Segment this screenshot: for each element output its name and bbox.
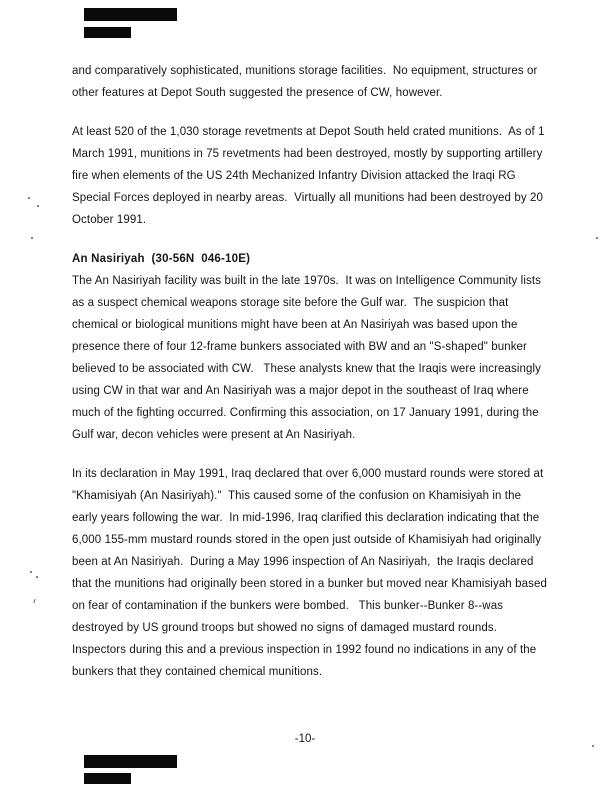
paragraph-depot-south-revetments: At least 520 of the 1,030 storage revetments at Depot South held crated munitions. As of 1 March 1991, munitions in 75 revetments had been destroyed, mostly by supporting artillery fire when elements of the US 24th Mechanized Infantry Division attacked the Iraqi RG Special Forces deployed in nearby areas. Virtually all munitions had been destroyed by 20 October 1991.: [72, 126, 548, 226]
page-number: -10-: [294, 733, 316, 745]
redaction-bar: [84, 27, 131, 38]
redaction-bar: [84, 773, 131, 784]
redaction-bar: [84, 755, 177, 768]
scan-artifact: [28, 197, 30, 199]
scan-artifact: [33, 599, 35, 603]
section-heading-an-nasiriyah: An Nasiriyah (30-56N 046-10E): [72, 253, 251, 265]
document-body: [72, 60, 551, 700]
scan-artifact: [31, 237, 33, 239]
redaction-bar: [84, 8, 177, 21]
paragraph-depot-south-summary: and comparatively sophisticated, munitions storage facilities. No equipment, structures or other features at Depot South suggested the presence of CW, however.: [72, 65, 541, 99]
scan-artifact: [592, 745, 594, 747]
paragraph-iraq-declaration: In its declaration in May 1991, Iraq declared that over 6,000 mustard rounds were stored at "Khamisiyah (An Nasiriyah)." This caused some of the confusion on Khamisiyah in the early years following the war. In mid-1996, Iraq clarified this declaration indicating that the 6,000 155-mm mustard rounds stored in the open just outside of Khamisiyah had originally been at An Nasiriyah. During a May 1996 inspection of An Nasiriyah, the Iraqis declared that the munitions had originally been stored in a bunker but moved near Khamisiyah based on fear of contamination if the bunkers were bombed. This bunker--Bunker 8--was destroyed by US ground troops but showed no signs of damaged mustard rounds. Inspectors during this and a previous inspection in 1992 found no indications in any of the bunkers that they contained chemical munitions.: [72, 468, 551, 678]
scan-artifact: [36, 576, 38, 578]
paragraph-an-nasiriyah-history: The An Nasiriyah facility was built in the late 1970s. It was on Intelligence Community lists as a suspect chemical weapons storage site before the Gulf war. The suspicion that chemical or biological munitions might have been at An Nasiriyah was based upon the presence there of four 12-frame bunkers associated with BW and an "S-shaped" bunker believed to be associated with CW. These analysts knew that the Iraqis were increasingly using CW in that war and An Nasiriyah was a major depot in the southeast of Iraq where much of the fighting occurred. Confirming this association, on 17 January 1991, during the Gulf war, decon vehicles were present at An Nasiriyah.: [72, 275, 545, 441]
scan-artifact: [30, 571, 32, 573]
scan-artifact: [596, 237, 598, 239]
scan-artifact: [37, 205, 39, 207]
